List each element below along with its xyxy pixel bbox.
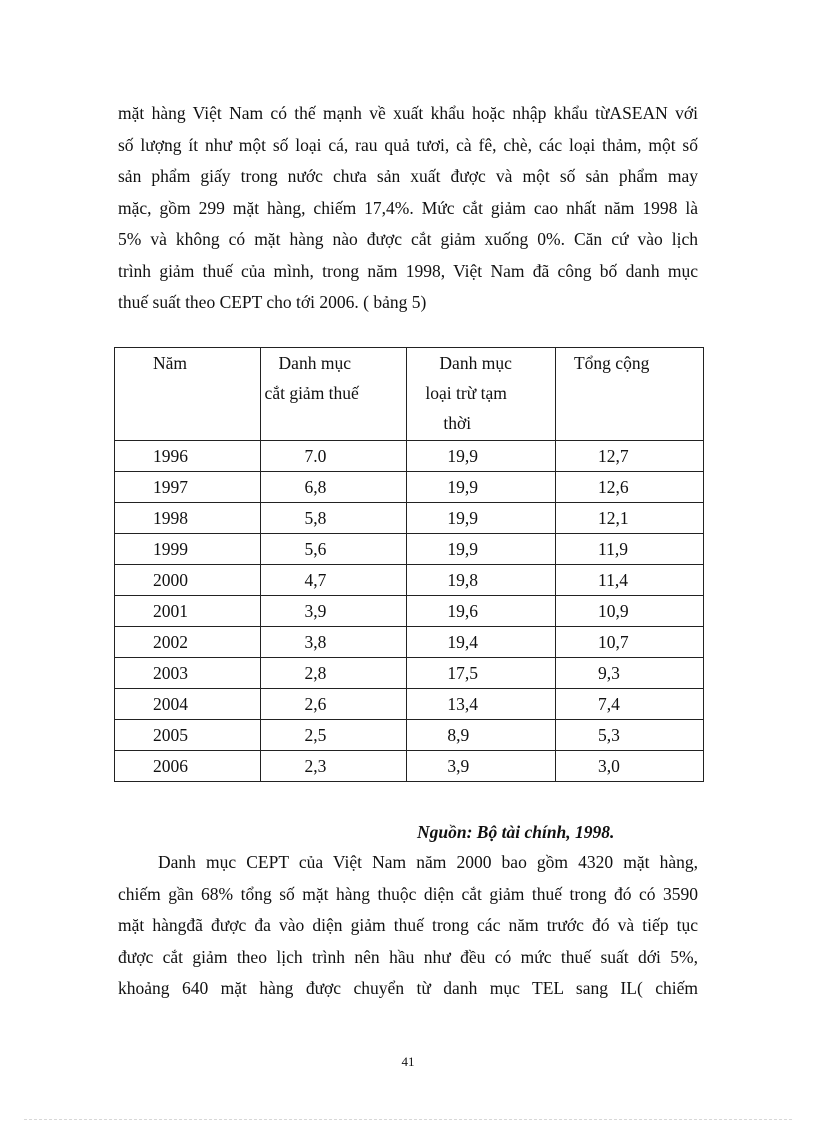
paragraph-line: được cắt giảm theo lịch trình nên hầu như đều có mức thuế suất dới 5%,: [118, 946, 698, 967]
cell-reduction: 4,7: [260, 565, 407, 596]
cell-year: 2005: [115, 720, 261, 751]
table-header-row: [115, 348, 704, 441]
table-row: [115, 596, 704, 627]
table-row: [115, 689, 704, 720]
paragraph-line: số lượng ít như một số loại cá, rau quả tươi, cà fê, chè, các loại thảm, một số: [118, 134, 698, 155]
cell-reduction: 5,6: [260, 534, 407, 565]
cell-total: 11,4: [555, 565, 703, 596]
table-row: [115, 503, 704, 534]
paragraph-intro: [118, 98, 698, 319]
paragraph-line: mặt hàngđã được đa vào diện giảm thuế trong các năm trước đó và tiếp tục: [118, 915, 698, 935]
cell-exclusion: 19,4: [407, 627, 556, 658]
cell-reduction: 5,8: [260, 503, 407, 534]
cell-exclusion: 3,9: [407, 751, 556, 782]
cell-total: 11,9: [555, 534, 703, 565]
cell-exclusion: 19,9: [407, 472, 556, 503]
cell-total: 12,7: [555, 441, 703, 472]
table-row: [115, 658, 704, 689]
cell-total: 9,3: [555, 658, 703, 689]
cell-year: 2000: [115, 565, 261, 596]
paragraph-line: chiếm gần 68% tổng số mặt hàng thuộc diện cắt giảm thuế trong đó có 3590: [118, 883, 698, 904]
cell-exclusion: 8,9: [407, 720, 556, 751]
header-reduction-line: Danh mục: [278, 353, 351, 373]
header-reduction-list: [260, 348, 407, 441]
cell-total: 5,3: [555, 720, 703, 751]
paragraph-line: mặc, gồm 299 mặt hàng, chiếm 17,4%. Mức cắt giảm cao nhất năm 1998 là: [118, 197, 698, 218]
header-exclusion-line: Danh mục: [439, 353, 512, 373]
cell-reduction: 2,6: [260, 689, 407, 720]
header-exclusion-line: thời: [443, 413, 472, 433]
table-row: [115, 565, 704, 596]
cell-reduction: 2,5: [260, 720, 407, 751]
cell-year: 2004: [115, 689, 261, 720]
cell-year: 1996: [115, 441, 261, 472]
cell-total: 7,4: [555, 689, 703, 720]
cell-exclusion: 19,6: [407, 596, 556, 627]
cell-total: 3,0: [555, 751, 703, 782]
header-reduction-line: cắt giảm thuế: [264, 383, 359, 403]
header-total: Tổng cộng: [555, 348, 703, 441]
cell-total: 12,6: [555, 472, 703, 503]
page-bottom-divider: [24, 1119, 792, 1120]
cell-total: 10,7: [555, 627, 703, 658]
paragraph-line: khoảng 640 mặt hàng được chuyển từ danh mục TEL sang IL( chiếm: [118, 978, 698, 998]
cell-total: 12,1: [555, 503, 703, 534]
cell-year: 1999: [115, 534, 261, 565]
paragraph-line: trình giảm thuế của mình, trong năm 1998, Việt Nam đã công bố danh mục: [118, 260, 698, 281]
cell-total: 10,9: [555, 596, 703, 627]
cell-reduction: 2,3: [260, 751, 407, 782]
cell-exclusion: 17,5: [407, 658, 556, 689]
cell-exclusion: 19,8: [407, 565, 556, 596]
paragraph-line: Danh mục CEPT của Việt Nam năm 2000 bao gồm 4320 mặt hàng,: [158, 852, 698, 872]
cell-year: 2001: [115, 596, 261, 627]
table-body: [115, 441, 704, 782]
header-temporary-exclusion: [407, 348, 556, 441]
cell-year: 1998: [115, 503, 261, 534]
cell-year: 1997: [115, 472, 261, 503]
cell-reduction: 6,8: [260, 472, 407, 503]
table-row: [115, 534, 704, 565]
paragraph-line: mặt hàng Việt Nam có thế mạnh về xuất khẩu hoặc nhập khẩu từASEAN với: [118, 103, 698, 123]
paragraph-line: 5% và không có mặt hàng nào được cắt giảm xuống 0%. Căn cứ vào lịch: [118, 229, 698, 249]
source-note: Nguồn: Bộ tài chính, 1998.: [417, 822, 615, 842]
paragraph-line: sản phẩm giấy trong nước chưa sản xuất được và một số sản phẩm may: [118, 166, 698, 186]
cell-reduction: 3,9: [260, 596, 407, 627]
cell-year: 2006: [115, 751, 261, 782]
table-row: [115, 751, 704, 782]
paragraph-line: thuế suất theo CEPT cho tới 2006. ( bảng 5): [118, 292, 427, 312]
paragraph-cept: [118, 847, 698, 1005]
cell-reduction: 7.0: [260, 441, 407, 472]
tariff-table: [114, 347, 704, 782]
cell-year: 2002: [115, 627, 261, 658]
table-row: [115, 627, 704, 658]
table-row: [115, 720, 704, 751]
cell-exclusion: 13,4: [407, 689, 556, 720]
table-row: [115, 472, 704, 503]
cell-exclusion: 19,9: [407, 441, 556, 472]
cell-reduction: 3,8: [260, 627, 407, 658]
cell-exclusion: 19,9: [407, 534, 556, 565]
header-exclusion-line: loại trừ tạm: [425, 383, 507, 403]
cell-year: 2003: [115, 658, 261, 689]
cell-exclusion: 19,9: [407, 503, 556, 534]
table-row: [115, 441, 704, 472]
cell-reduction: 2,8: [260, 658, 407, 689]
header-year: Năm: [115, 348, 261, 441]
page-number: 41: [401, 1054, 415, 1069]
